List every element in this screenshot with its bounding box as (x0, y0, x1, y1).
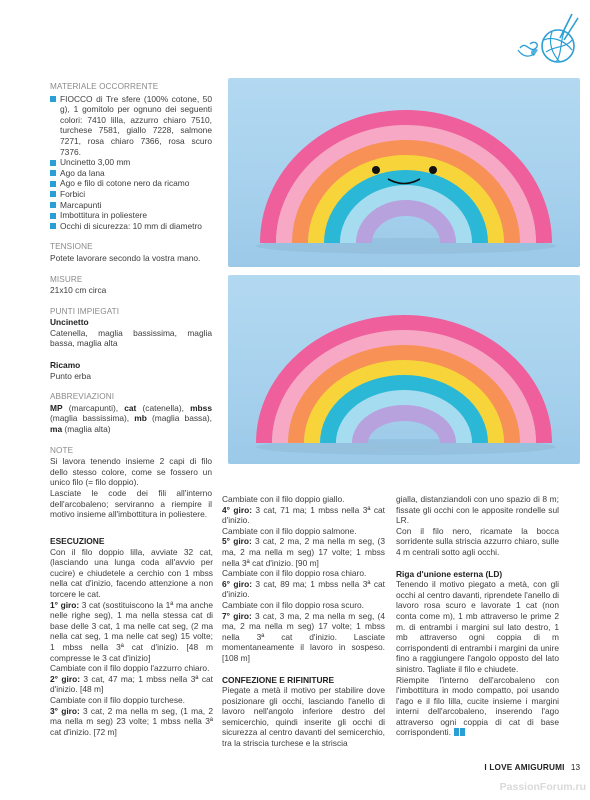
color-change-1: Cambiate con il filo doppio l'azzurro chiaro. (50, 663, 210, 674)
note-p2: Lasciate le code dei fili all'interno dell'arcobaleno; serviranno a riempire il motivo insieme all'imbottitura in poliestere. (50, 488, 212, 520)
end-mark-icon (460, 728, 465, 736)
finish-title: CONFEZIONE E RIFINITURE (222, 674, 335, 685)
abbr-ma: ma (50, 424, 63, 435)
round-5-label: 5° giro: (222, 536, 252, 547)
col4-p2: Con il filo nero, ricamate la bocca sorridente sulla striscia azzurro chiaro, sulle 4 m centrali sotto agli occhi. (396, 525, 559, 557)
abbr-mb: mb (134, 413, 147, 424)
round-2-label: 2° giro: (50, 673, 80, 684)
round-6-text: 3 cat, 89 ma; 1 mbss nella 3ª cat d'inizio. (222, 578, 385, 600)
color-change-6: Cambiate con il filo doppio rosa scuro. (222, 599, 364, 610)
rainbow-photo-bottom (228, 275, 580, 464)
abbr-cat: cat (124, 402, 137, 413)
stitches-label: PUNTI IMPIEGATI (50, 306, 120, 316)
crochet-title: Uncinetto (50, 317, 89, 328)
size-label: MISURE (50, 274, 83, 284)
size-text: 21x10 cm circa (50, 285, 107, 296)
yarn-ball-icon (516, 10, 582, 70)
list-item: Occhi di sicurezza: 10 mm di diametro (50, 221, 212, 232)
color-change-4: Cambiate con il filo doppio salmone. (222, 525, 357, 536)
list-item: FIOCCO di Tre sfere (100% cotone, 50 g), 1 gomitolo per ognuno dei seguenti colori: 7410 lilla, azzurro chiaro 7510, turchese 7581, giallo 7228, salmone 7271, rosa chiaro 7366, rosa scuro 7376. (50, 94, 212, 158)
note-label: NOTE (50, 445, 74, 455)
abbr-mp-def: (marcapunti), (62, 402, 125, 413)
tension-label: TENSIONE (50, 242, 93, 252)
round-1-text: 3 cat (sostituiscono la 1ª ma anche nelle righe seg), 1 ma nella stessa cat di base delle 3 cat, 1 ma nelle cat seg, (2 ma nella cat seg, 1 ma nelle cat seg) 15 volte; 1 mbss nella 3ª cat d'inizio. [48 m compresse le 3 cat d'inizio] (50, 599, 213, 663)
execution-column (50, 536, 213, 737)
abbr-ma-def: (maglia alta) (62, 424, 111, 435)
abbreviations-text (50, 403, 212, 435)
abbr-mp: MP (50, 402, 63, 413)
round-7-label: 7° giro: (222, 610, 252, 621)
join-text: Tenendo il motivo piegato a metà, con gli occhi al centro davanti, riprendete l'anello di lavoro rosa scuro e lavorate 1 cat (non conta come m), 1 mb attraverso le prime 2 m. di entrambi i margini sul lato destro, 1 mb attraverso ogni coppia di m corrispondenti di entrambi i margini da unire fino a raggiungere l'angolo opposto del lato sinistro. Tagliate il filo e chiudete. (396, 579, 559, 674)
list-item: Forbici (50, 189, 212, 200)
embroidery-text: Punto erba (50, 370, 91, 381)
embroidery-title: Ricamo (50, 360, 81, 371)
page-number: 13 (570, 763, 580, 772)
round-2 (50, 674, 213, 695)
round-4-text: 3 cat, 71 ma; 1 mbss nella 3ª cat d'inizio. (222, 504, 385, 526)
round-5-text: 3 cat, 2 ma, 2 ma nella m seg, (3 ma, 2 ma nella m seg) 17 volte; 1 mbss nella 3ª cat d'inizio. [90 m] (222, 536, 385, 568)
round-3-text: 3 cat, 2 ma nella m seg, (1 ma, 2 ma nella m seg) 23 volte; 1 mbss nella 3ª cat d'inizio. [72 m] (50, 705, 213, 737)
abbreviations-label: ABBREVIAZIONI (50, 392, 115, 402)
footer (430, 763, 580, 772)
round-5 (222, 536, 385, 568)
abbr-mbss: mbss (190, 402, 212, 413)
round-6-label: 6° giro: (222, 578, 252, 589)
execution-intro: Con il filo doppio lilla, avviate 32 cat, (lasciando una lunga coda all'avvio per cucire) e chiudetele a cerchio con 1 mbss nella cat d'inizio, facendo attenzione a non torcere le cat. (50, 546, 213, 599)
round-3 (50, 706, 213, 738)
materials-label: MATERIALE OCCORRENTE (50, 82, 159, 91)
list-item: Uncinetto 3,00 mm (50, 157, 212, 168)
materials-list (50, 94, 212, 232)
magazine-name: I LOVE AMIGURUMI (484, 763, 565, 772)
round-7-text: 3 cat, 3 ma, 2 ma nella m seg, (4 ma, 2 ma nella m seg) 17 volte; 1 mbss nella 3ª cat d'inizio. Lasciate momentaneamente il lavoro in sospeso. [108 m] (222, 610, 385, 663)
color-change-5: Cambiate con il filo doppio rosa chiaro. (222, 568, 367, 579)
col4-p1: gialla, distanziandoli con uno spazio di 8 m; fissate gli occhi con le apposite rondelle sul LR. (396, 494, 559, 526)
rainbow-photo-top (228, 78, 580, 267)
abbr-cat-def: (catenella), (136, 402, 191, 413)
round-6 (222, 579, 385, 600)
round-4-label: 4° giro: (222, 504, 252, 515)
list-item: Imbottitura in poliestere (50, 210, 212, 221)
round-3-label: 3° giro: (50, 705, 80, 716)
finish-text: Piegate a metà il motivo per stabilire dove posizionare gli occhi, lasciando l'anello di lavoro nell'angolo inferiore destro del semicerchio, quindi inserite gli occhi di sicurezza al centro davanti del semicerchio, tra la striscia turchese e la striscia (222, 685, 385, 749)
list-item: Marcapunti (50, 200, 212, 211)
color-change-3: Cambiate con il filo doppio giallo. (222, 494, 345, 504)
end-mark-icon (454, 728, 459, 736)
execution-title: ESECUZIONE (50, 536, 105, 546)
list-item: Ago da lana (50, 168, 212, 179)
crochet-text: Catenella, maglia bassissima, maglia bassa, maglia alta (50, 327, 212, 349)
join-text-2-body: Riempite l'interno dell'arcobaleno con l'imbottitura in modo compatto, poi usando l'ago e il filo lilla, cucite insieme i margini interni dell'arcobaleno, inserendo l'ago attraverso ogni coppia di cat di base corrispondenti. (396, 674, 559, 738)
round-7 (222, 611, 385, 664)
list-item: Ago e filo di cotone nero da ricamo (50, 178, 212, 189)
abbr-mb-def: (maglia bassa), (146, 413, 213, 424)
color-change-2: Cambiate con il filo doppio turchese. (50, 694, 186, 705)
column-3 (222, 494, 385, 749)
round-4 (222, 505, 385, 526)
round-1-label: 1° giro: (50, 599, 80, 610)
round-2-text: 3 cat, 47 ma; 1 mbss nella 3ª cat d'inizio. [48 m] (50, 673, 213, 695)
join-text-2 (396, 675, 559, 739)
tension-text: Potete lavorare secondo la vostra mano. (50, 252, 201, 263)
left-column (50, 82, 212, 520)
abbr-mbss-def: (maglia bassissima), (50, 413, 135, 424)
join-title: Riga d'unione esterna (LD) (396, 568, 503, 579)
column-4 (396, 494, 559, 738)
round-1 (50, 600, 213, 664)
watermark: PassionForum.ru (499, 781, 586, 793)
note-p1: Si lavora tenendo insieme 2 capi di filo dello stesso colore, come se fossero un unico filo (= filo doppio). (50, 456, 212, 488)
